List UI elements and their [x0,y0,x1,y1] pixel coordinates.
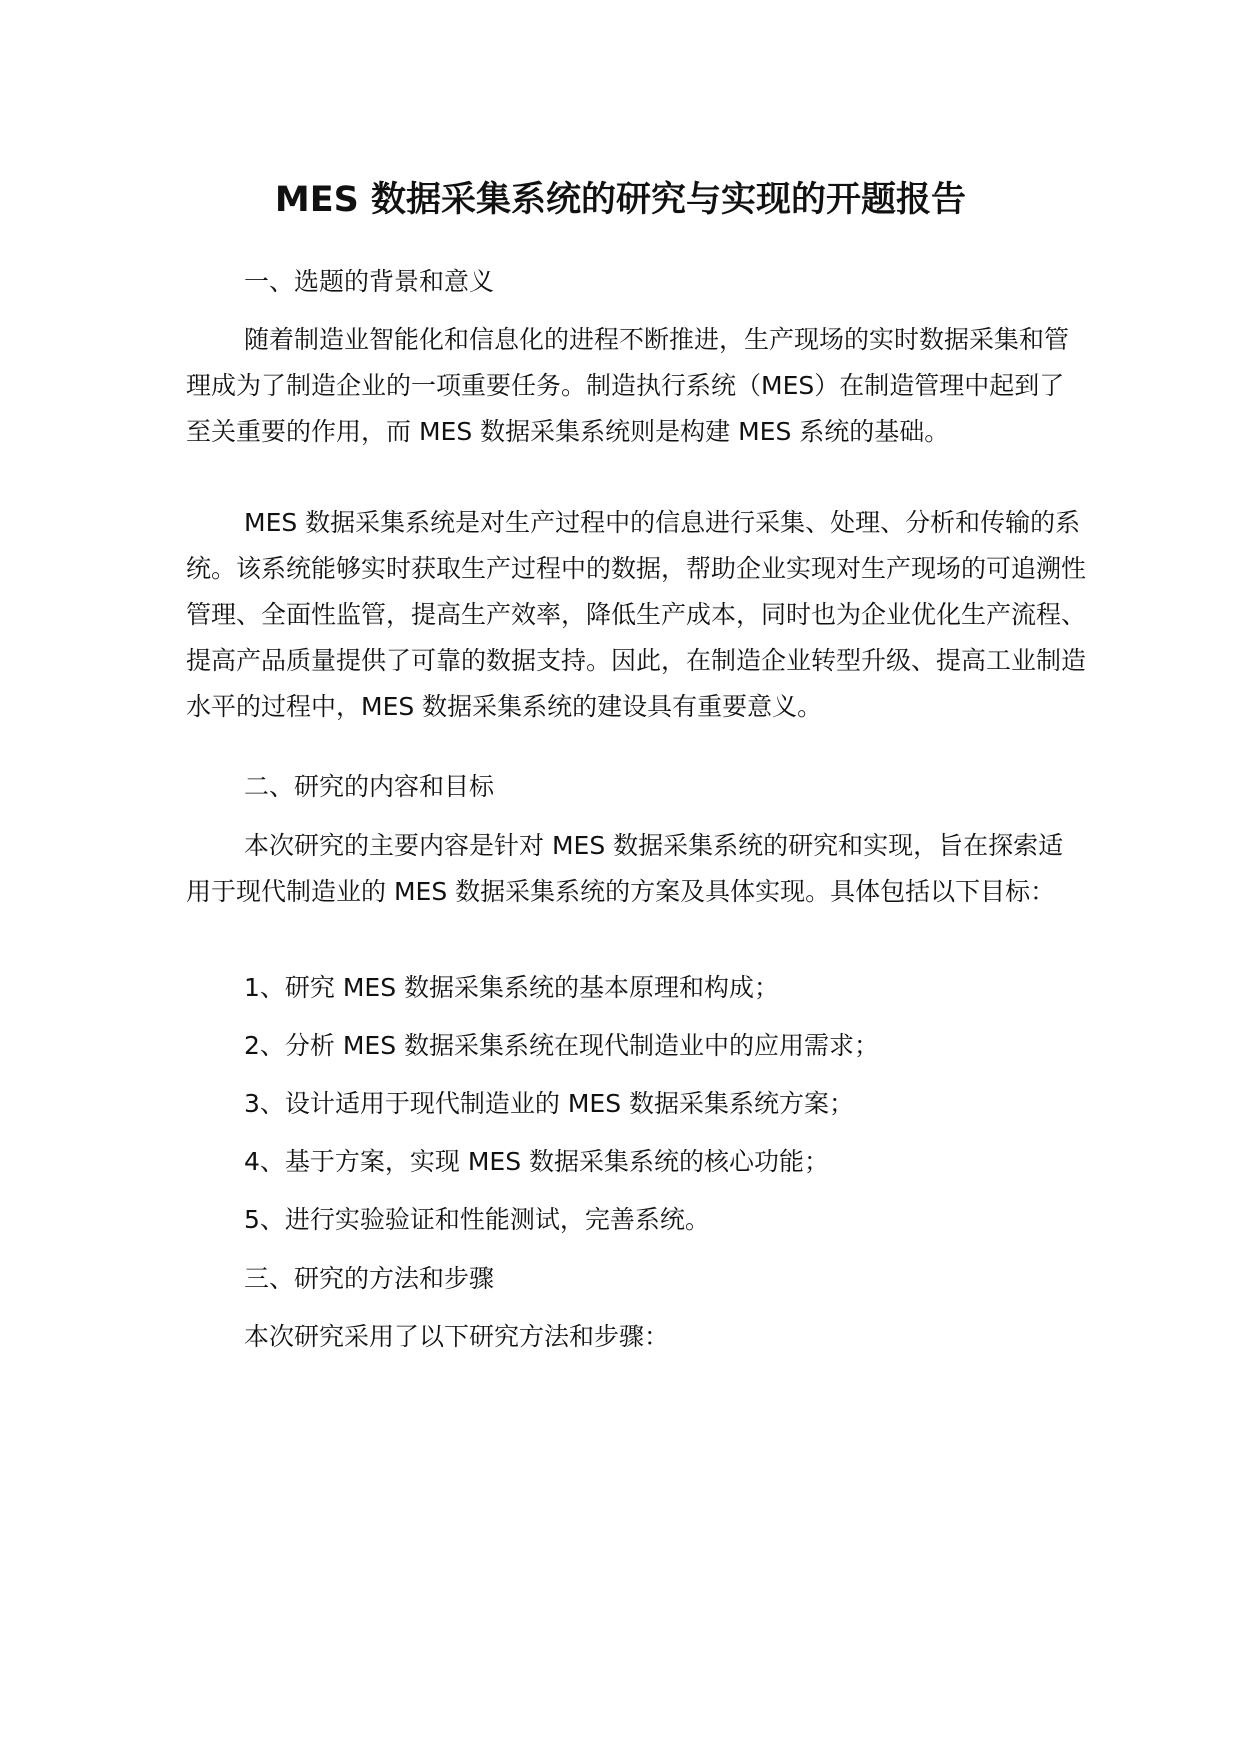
goal-item-5: 5、进行实验验证和性能测试，完善系统。 [244,1205,710,1234]
goal-item-1: 1、研究 MES 数据采集系统的基本原理和构成； [244,973,780,1002]
section-heading-methods: 三、研究的方法和步骤 [244,1264,495,1293]
paragraph-methods: 本次研究采用了以下研究方法和步骤： [244,1322,670,1351]
section-heading-background: 一、选题的背景和意义 [244,267,495,296]
paragraph-background-1: 随着制造业智能化和信息化的进程不断推进，生产现场的实时数据采集和管理成为了制造企业的一项重要任务。制造执行系统（MES）在制造管理中起到了至关重要的作用，而 MES 数据采集系统则是构建 MES 系统的基础。 [186,325,1070,446]
goal-item-3: 3、设计适用于现代制造业的 MES 数据采集系统方案； [244,1089,855,1118]
goal-item-2: 2、分析 MES 数据采集系统在现代制造业中的应用需求； [244,1031,880,1060]
paragraph-content-goals: 本次研究的主要内容是针对 MES 数据采集系统的研究和实现，旨在探索适用于现代制造业的 MES 数据采集系统的方案及具体实现。具体包括以下目标： [186,831,1064,906]
document-title: MES 数据采集系统的研究与实现的开题报告 [274,180,967,220]
section-heading-content-goals: 二、研究的内容和目标 [244,772,495,801]
paragraph-background-2: MES 数据采集系统是对生产过程中的信息进行采集、处理、分析和传输的系统。该系统能够实时获取生产过程中的数据，帮助企业实现对生产现场的可追溯性管理、全面性监管，提高生产效率，降低生产成本，同时也为企业优化生产流程、提高产品质量提供了可靠的数据支持。因此，在制造企业转型升级、提高工业制造水平的过程中，MES 数据采集系统的建设具有重要意义。 [186,508,1087,721]
goal-item-4: 4、基于方案，实现 MES 数据采集系统的核心功能； [244,1147,830,1176]
